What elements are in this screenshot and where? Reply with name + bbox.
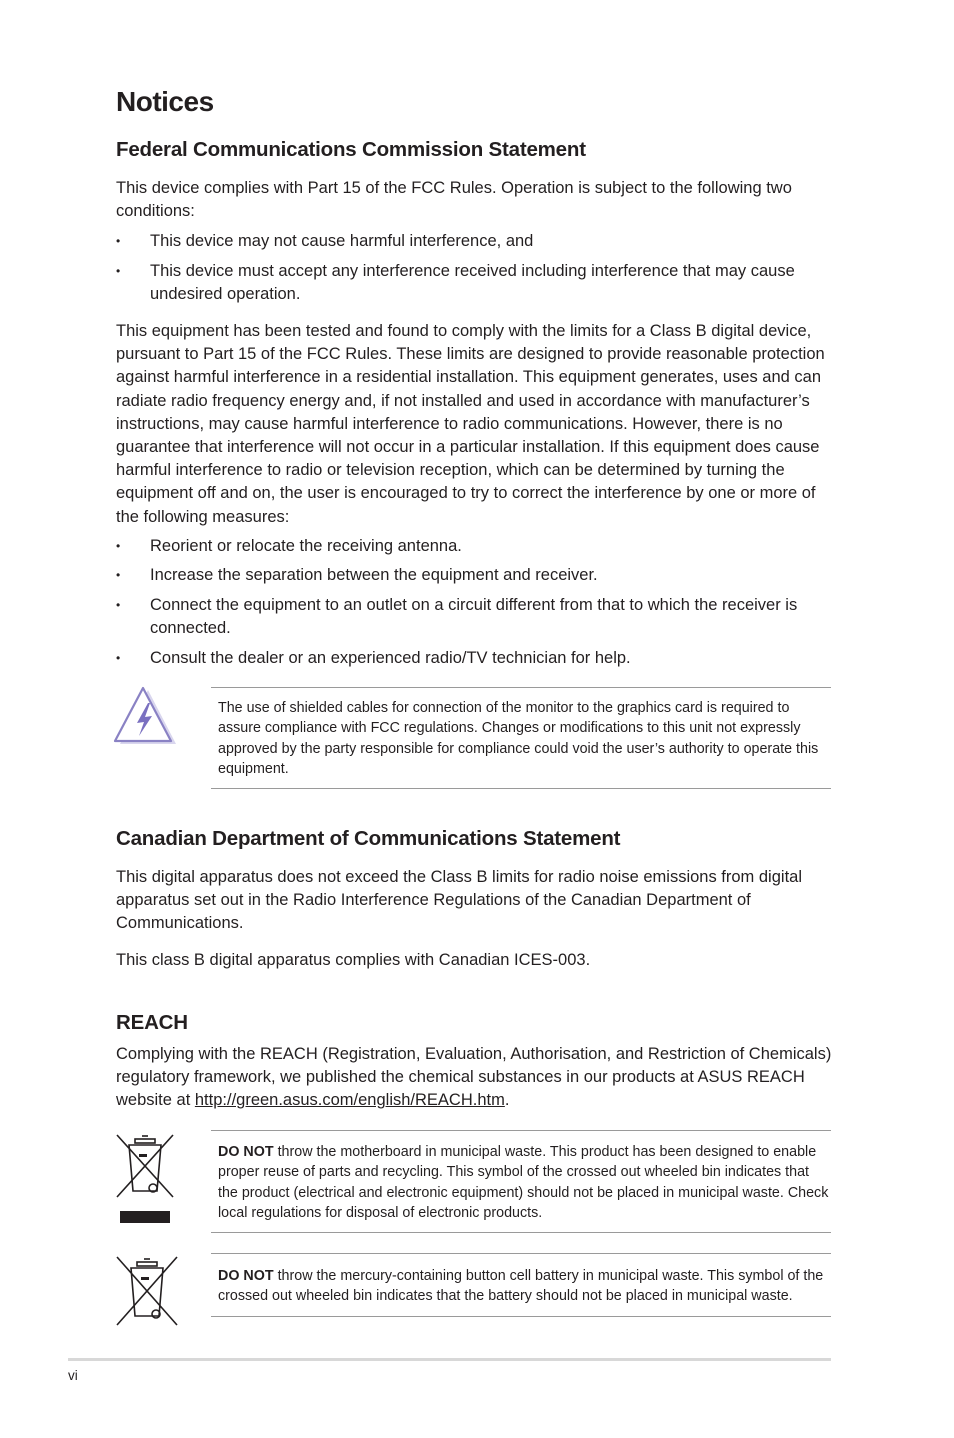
reach-note-battery xyxy=(211,1253,831,1317)
bullet-marker: • xyxy=(116,568,121,582)
fcc-intro: This device complies with Part 15 of the FCC Rules. Operation is subject to the following two conditions: xyxy=(116,179,792,221)
fcc-condition-text: This device may not cause harmful interference, and xyxy=(150,232,534,250)
fcc-measure-text: Consult the dealer or an experienced radio/TV technician for help. xyxy=(150,649,631,667)
fcc-warning-note xyxy=(211,687,831,789)
reach-heading: REACH xyxy=(116,1011,188,1034)
bullet-marker: • xyxy=(116,651,121,665)
page-number: vi xyxy=(68,1368,78,1383)
fcc-warning-note-text: The use of shielded cables for connection of the monitor to the graphics card is required to assure compliance with FCC regulations. Changes or modifications to this unit not expressly approved by the party responsible for compliance could void the user’s authority to operate this equipment. xyxy=(218,700,819,777)
reach-note-battery-body: throw the mercury-containing button cell battery in municipal waste. This symbol of the crossed out wheeled bin indicates that the battery should not be placed in municipal waste. xyxy=(218,1268,824,1305)
do-not-label: DO NOT xyxy=(218,1268,274,1284)
bullet-marker: • xyxy=(116,598,121,612)
fcc-measure-text: Increase the separation between the equipment and receiver. xyxy=(150,566,598,584)
bullet-marker: • xyxy=(116,234,121,248)
reach-note-motherboard-text xyxy=(211,1142,831,1223)
crossed-out-wheeled-bin-icon xyxy=(112,1132,178,1224)
reach-text: Complying with the REACH (Registration, Evaluation, Authorisation, and Restriction of Chemicals) regulatory framework, we published the chemical substances in our products at ASUS REACH website at xyxy=(116,1045,832,1110)
reach-note-battery-text xyxy=(211,1266,831,1307)
canada-heading: Canadian Department of Communications Statement xyxy=(116,827,621,850)
do-not-label: DO NOT xyxy=(218,1144,274,1160)
fcc-measure-text: Reorient or relocate the receiving antenna. xyxy=(150,537,462,555)
fcc-condition-text: This device must accept any interference received including interference that may cause undesired operation. xyxy=(150,262,795,304)
crossed-out-wheeled-bin-battery-icon xyxy=(112,1254,182,1328)
reach-note-motherboard-body: throw the motherboard in municipal waste. This product has been designed to enable proper reuse of parts and recycling. This symbol of the crossed out wheeled bin indicates that the product (electrical and electronic equipment) should not be placed in municipal waste. Check local regulations for disposal of electronic products. xyxy=(218,1144,829,1221)
reach-text-end: . xyxy=(504,1091,510,1110)
warning-lightning-icon xyxy=(112,686,178,748)
reach-website-link[interactable]: http://green.asus.com/english/REACH.htm xyxy=(194,1091,505,1110)
bullet-marker: • xyxy=(116,264,121,278)
bullet-marker: • xyxy=(116,539,121,553)
fcc-measure-text: Connect the equipment to an outlet on a circuit different from that to which the receiver is connected. xyxy=(150,596,798,638)
footer-divider xyxy=(68,1358,831,1361)
reach-note-motherboard xyxy=(211,1130,831,1233)
page-title: Notices xyxy=(116,86,214,117)
fcc-paragraph: This equipment has been tested and found to comply with the limits for a Class B digital device, pursuant to Part 15 of the FCC Rules. These limits are designed to provide reasonable protection against harmful interference in a residential installation. This equipment generates, uses and can radiate radio frequency energy and, if not installed and used in accordance with manufacturer’s instructions, may cause harmful interference to radio communications. However, there is no guarantee that interference will not occur in a particular installation. If this equipment does cause harmful interference to radio or television reception, which can be determined by turning the equipment off and on, the user is encouraged to try to correct the interference by one or more of the following measures: xyxy=(116,322,825,526)
reach-paragraph xyxy=(116,1043,836,1113)
fcc-heading: Federal Communications Commission Statement xyxy=(116,138,586,161)
canada-paragraph-1: This digital apparatus does not exceed the Class B limits for radio noise emissions from digital apparatus set out in the Radio Interference Regulations of the Canadian Department of Communications. xyxy=(116,868,802,933)
canada-paragraph-2: This class B digital apparatus complies with Canadian ICES-003. xyxy=(116,951,591,969)
